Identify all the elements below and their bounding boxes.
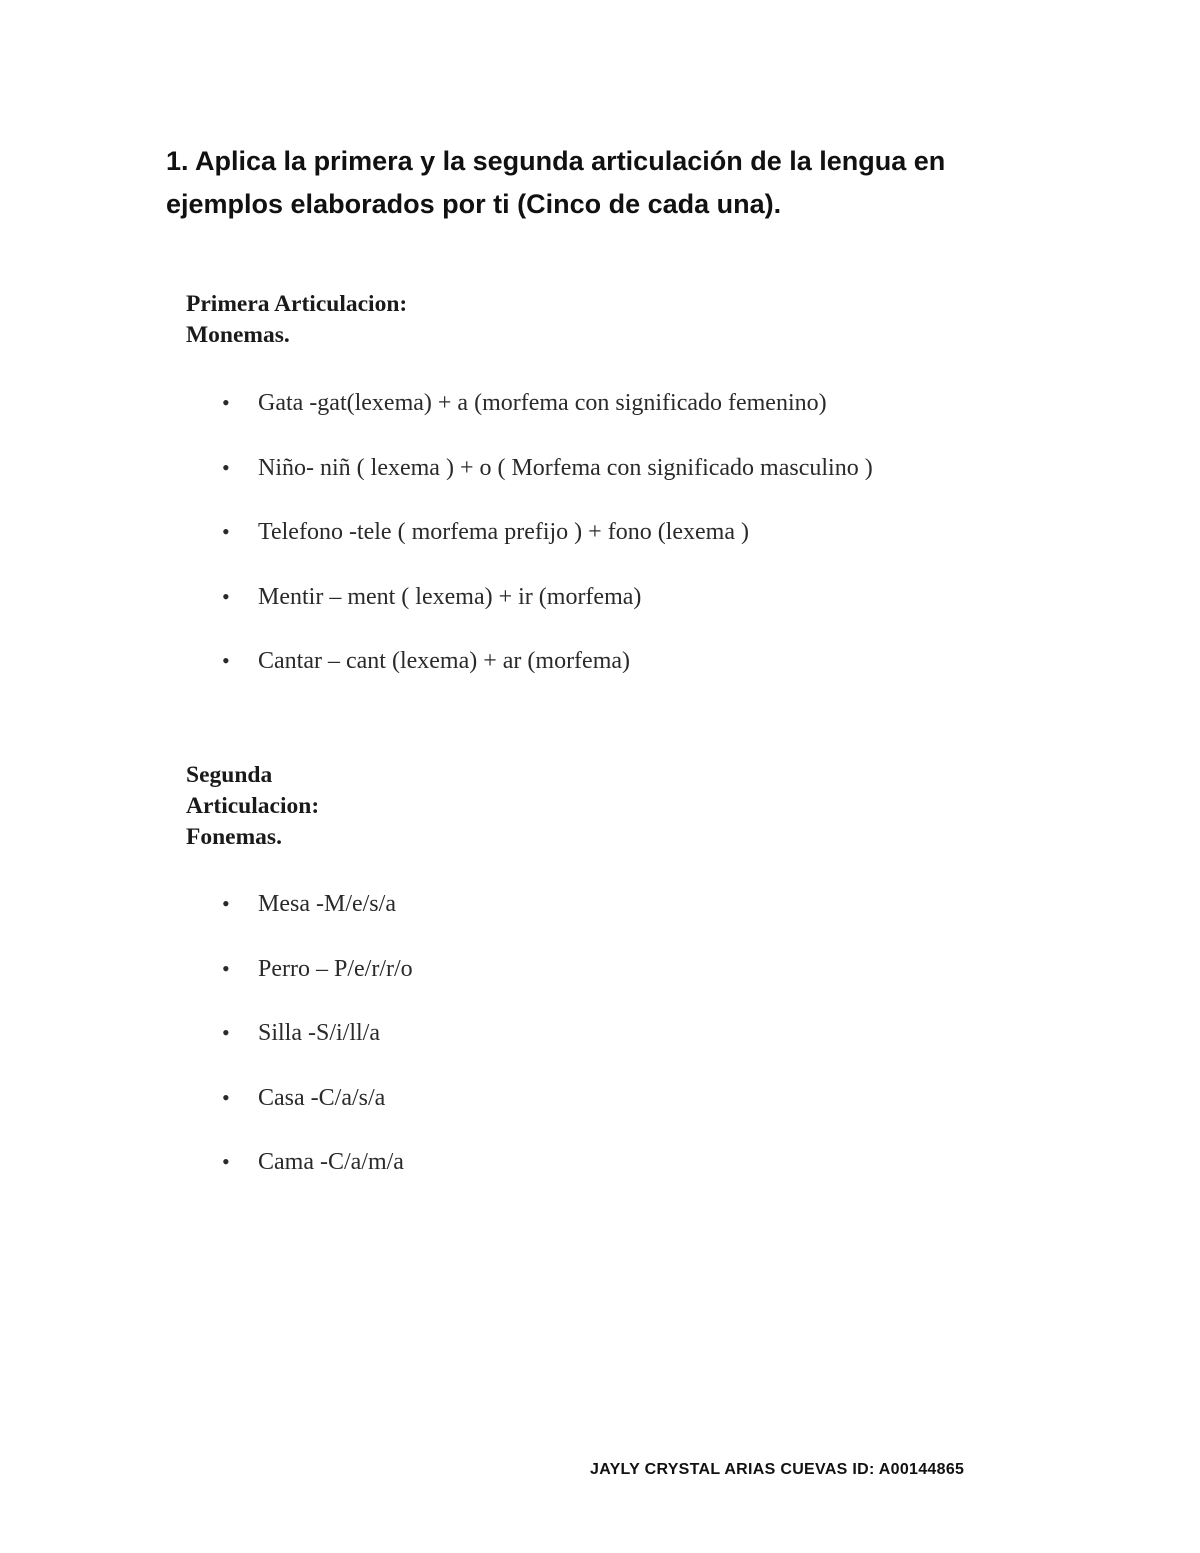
list-item-text: Perro – P/e/r/r/o	[258, 955, 413, 982]
author-footer: JAYLY CRYSTAL ARIAS CUEVAS ID: A00144865	[590, 1461, 965, 1478]
segunda-heading-subtitle: Fonemas.	[186, 824, 282, 850]
question-line-2: ejemplos elaborados por ti (Cinco de cada una).	[166, 189, 782, 219]
question-heading	[166, 140, 1046, 226]
bullet-icon: •	[222, 519, 230, 544]
list-item-text: Niño- niñ ( lexema ) + o ( Morfema con significado masculino )	[258, 454, 873, 481]
question-line-1: 1. Aplica la primera y la segunda articulación de la lengua en	[166, 146, 946, 176]
list-item-text: Mentir – ment ( lexema) + ir (morfema)	[258, 583, 642, 610]
primera-heading-subtitle: Monemas.	[186, 322, 290, 348]
segunda-heading-title-cont: Articulacion:	[186, 793, 320, 819]
bullet-icon: •	[222, 955, 230, 981]
bullet-icon: •	[222, 1084, 230, 1110]
bullet-icon: •	[222, 1149, 230, 1174]
bullet-icon: •	[222, 891, 230, 916]
bullet-icon: •	[222, 648, 230, 673]
primera-articulacion-heading	[186, 289, 407, 351]
segunda-articulacion-heading	[186, 760, 319, 853]
primera-heading-title: Primera Articulacion:	[186, 291, 408, 317]
list-item-text: Mesa -M/e/s/a	[258, 891, 396, 917]
bullet-icon: •	[222, 454, 230, 480]
list-item-text: Cama -C/a/m/a	[258, 1149, 404, 1175]
bullet-icon: •	[222, 390, 230, 415]
bullet-icon: •	[222, 583, 230, 609]
list-item-text: Cantar – cant (lexema) + ar (morfema)	[258, 648, 631, 674]
list-item-text: Casa -C/a/s/a	[258, 1084, 386, 1111]
list-item-text: Silla -S/i/ll/a	[258, 1020, 381, 1046]
list-item-text: Telefono -tele ( morfema prefijo ) + fono (lexema )	[258, 519, 749, 545]
bullet-icon: •	[222, 1020, 230, 1045]
segunda-heading-title: Segunda	[186, 762, 273, 788]
list-item-text: Gata -gat(lexema) + a (morfema con significado femenino)	[258, 390, 827, 416]
